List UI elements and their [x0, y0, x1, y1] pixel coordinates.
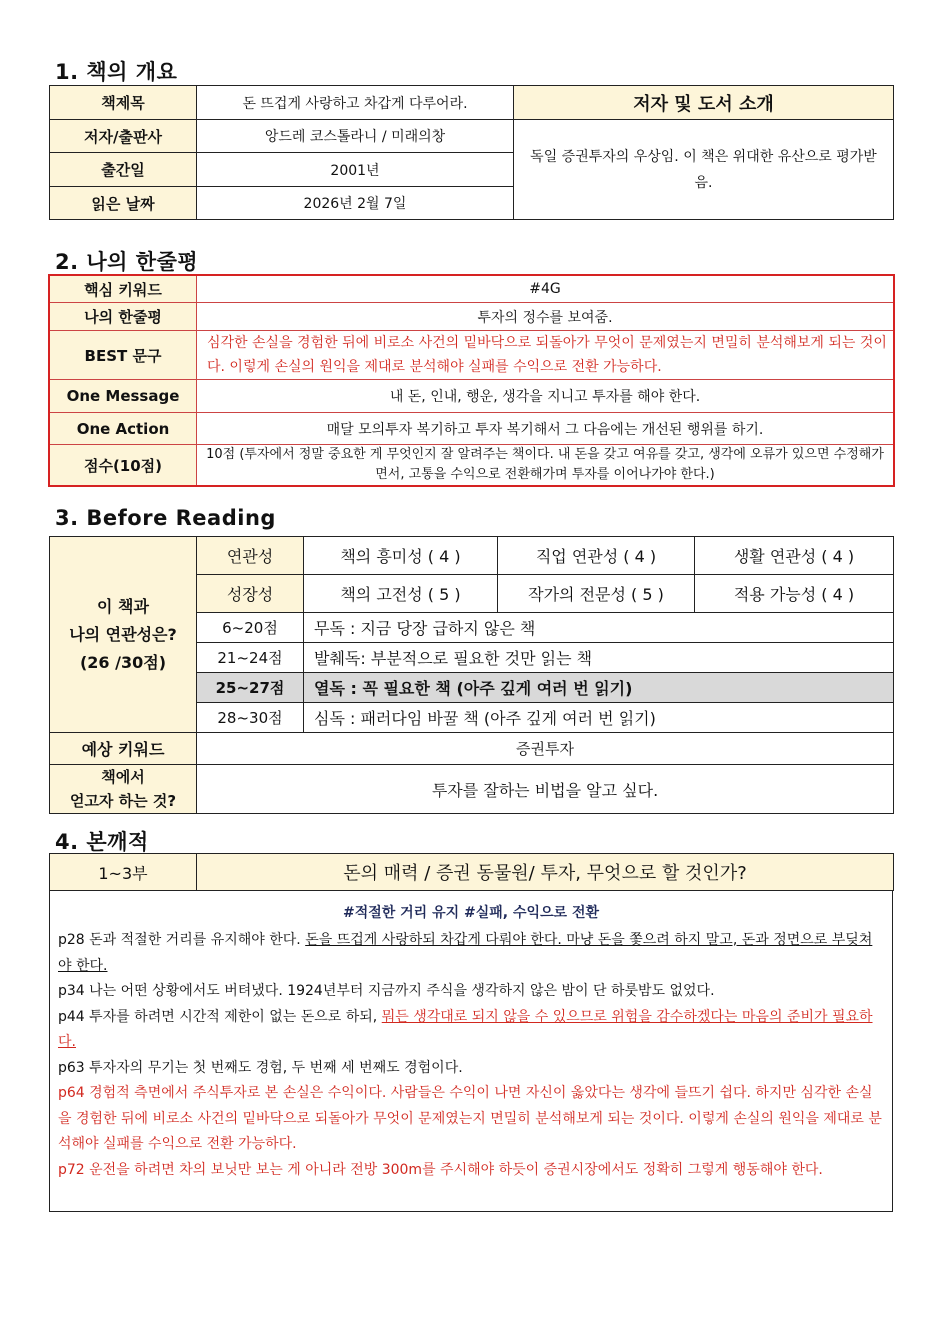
note-p28-a: p28 돈과 적절한 거리를 유지해야 한다. [58, 932, 306, 948]
row2-c2: 작가의 전문성 ( 5 ) [498, 575, 695, 613]
notes-box [49, 890, 893, 1212]
book-title-label: 책제목 [50, 86, 197, 120]
want-value: 투자를 잘하는 비법을 알고 싶다. [197, 765, 894, 814]
note-p44-a: p44 투자를 하려면 시간적 제한이 없는 돈으로 하되, [58, 1008, 382, 1025]
scale-desc-4: 심독 : 패러다임 바꿀 책 (아주 깊게 여러 번 읽기) [304, 703, 894, 733]
want-label-line2: 얻고자 하는 것? [69, 792, 177, 810]
action-label: One Action [50, 413, 197, 445]
note-p64: p64 경험적 측면에서 주식투자로 본 손실은 수익이다. 사람들은 수익이 나면 자신이 옳았다는 생각에 들뜨기 쉽다. 하지만 심각한 손실을 경험한 뒤에 비로소 사건의 밑바닥으로 되돌아가 무엇이 문제였는지 면밀히 분석해보게 되는 것이다. 이렇게 손실의 원익을 제대로 분석해야 실패를 수익으로 전환 가능하다. [58, 1085, 882, 1152]
row1-head: 연관성 [197, 537, 304, 575]
pub-date-value: 2001년 [197, 153, 514, 187]
best-value: 심각한 손실을 경험한 뒤에 비로소 사건의 밑바닥으로 되돌아가 무엇이 문제였는지 면밀히 분석해보게 되는 것이다. 이렇게 손실의 원익을 제대로 분석해야 실패를 수익으로 전환 가능하다. [197, 331, 894, 380]
review-table [49, 275, 894, 486]
scale-range-4: 28~30점 [197, 703, 304, 733]
section1-title: 1. 책의 개요 [55, 60, 178, 84]
oneline-value: 투자의 정수를 보여줌. [197, 303, 894, 331]
read-date-value: 2026년 2월 7일 [197, 187, 514, 220]
note-p72: p72 운전을 하려면 차의 보닛만 보는 게 아니라 전방 300m를 주시해야 하듯이 증권시장에서도 정확히 그렇게 행동해야 한다. [58, 1161, 823, 1178]
note-p34: p34 나는 어떤 상황에서도 버텨냈다. 1924년부터 지금까지 주식을 생각하지 않은 밤이 단 하룻밤도 없었다. [58, 983, 715, 999]
expected-keyword-label: 예상 키워드 [50, 733, 197, 765]
scale-desc-2: 발췌독: 부분적으로 필요한 것만 읽는 책 [304, 643, 894, 673]
oneline-label: 나의 한줄평 [50, 303, 197, 331]
section2-title: 2. 나의 한줄평 [55, 250, 199, 274]
score-label: 점수(10점) [50, 445, 197, 486]
keyword-label: 핵심 키워드 [50, 276, 197, 303]
message-value: 내 돈, 인내, 행운, 생각을 지니고 투자를 해야 한다. [197, 380, 894, 413]
read-date-label: 읽은 날짜 [50, 187, 197, 220]
scale-range-2: 21~24점 [197, 643, 304, 673]
section3-title: 3. Before Reading [55, 506, 276, 530]
section4-title: 4. 본깨적 [55, 830, 149, 854]
note-p44-b: 뭐든 생각대로 되지 않을 수 있으므로 위험을 감수하겠다는 마음의 준비가 필요하다. [58, 1008, 873, 1050]
relevance-line3: (26 /30점) [79, 652, 167, 672]
part-title: 돈의 매력 / 증권 동물원/ 투자, 무엇으로 할 것인가? [197, 854, 894, 891]
part-table [49, 853, 894, 891]
scale-desc-1: 무독 : 지금 당장 급하지 않은 책 [304, 613, 894, 643]
scale-range-1: 6~20점 [197, 613, 304, 643]
intro-header: 저자 및 도서 소개 [514, 86, 894, 120]
before-reading-table [49, 536, 894, 814]
notes-tags: #적절한 거리 유지 #실패, 수익으로 전환 [342, 905, 599, 921]
relevance-line1: 이 책과 [97, 596, 149, 616]
row1-c1: 책의 흥미성 ( 4 ) [304, 537, 498, 575]
expected-keyword-value: 증권투자 [197, 733, 894, 765]
row2-c3: 적용 가능성 ( 4 ) [695, 575, 894, 613]
scale-desc-3: 열독 : 꼭 필요한 책 (아주 깊게 여러 번 읽기) [304, 673, 894, 703]
keyword-value: #4G [197, 276, 894, 303]
note-p63: p63 투자자의 무기는 첫 번째도 경험, 두 번째 세 번째도 경험이다. [58, 1059, 463, 1076]
relevance-label [50, 537, 197, 733]
book-title-value: 돈 뜨겁게 사랑하고 차갑게 다루어라. [197, 86, 514, 120]
row1-c3: 생활 연관성 ( 4 ) [695, 537, 894, 575]
part-label: 1~3부 [50, 854, 197, 891]
action-value: 매달 모의투자 복기하고 투자 복기해서 그 다음에는 개선된 행위를 하기. [197, 413, 894, 445]
note-p28-b: 돈을 뜨겁게 사랑하되 차갑게 다뤄야 한다. 마냥 돈을 쫓으려 하지 말고, 돈과 정면으로 부딪쳐야 한다. [58, 932, 873, 974]
want-label [50, 765, 197, 814]
intro-text: 독일 증권투자의 우상임. 이 책은 위대한 유산으로 평가받음. [514, 120, 894, 220]
row1-c2: 직업 연관성 ( 4 ) [498, 537, 695, 575]
relevance-line2: 나의 연관성은? [69, 624, 177, 644]
overview-table [49, 85, 894, 220]
author-value: 앙드레 코스톨라니 / 미래의창 [197, 120, 514, 153]
row2-c1: 책의 고전성 ( 5 ) [304, 575, 498, 613]
want-label-line1: 책에서 [101, 768, 145, 786]
note-p28 [58, 928, 884, 979]
best-label: BEST 문구 [50, 331, 197, 380]
author-label: 저자/출판사 [50, 120, 197, 153]
row2-head: 성장성 [197, 575, 304, 613]
note-p44 [58, 1005, 884, 1056]
scale-range-3: 25~27점 [197, 673, 304, 703]
score-value: 10점 (투자에서 정말 중요한 게 무엇인지 잘 알려주는 책이다. 내 돈을 갖고 여유를 갖고, 생각에 오류가 있으면 수정해가면서, 고통을 수익으로 전환해가며 투자를 이어나가야 한다.) [197, 445, 894, 486]
pub-date-label: 출간일 [50, 153, 197, 187]
message-label: One Message [50, 380, 197, 413]
